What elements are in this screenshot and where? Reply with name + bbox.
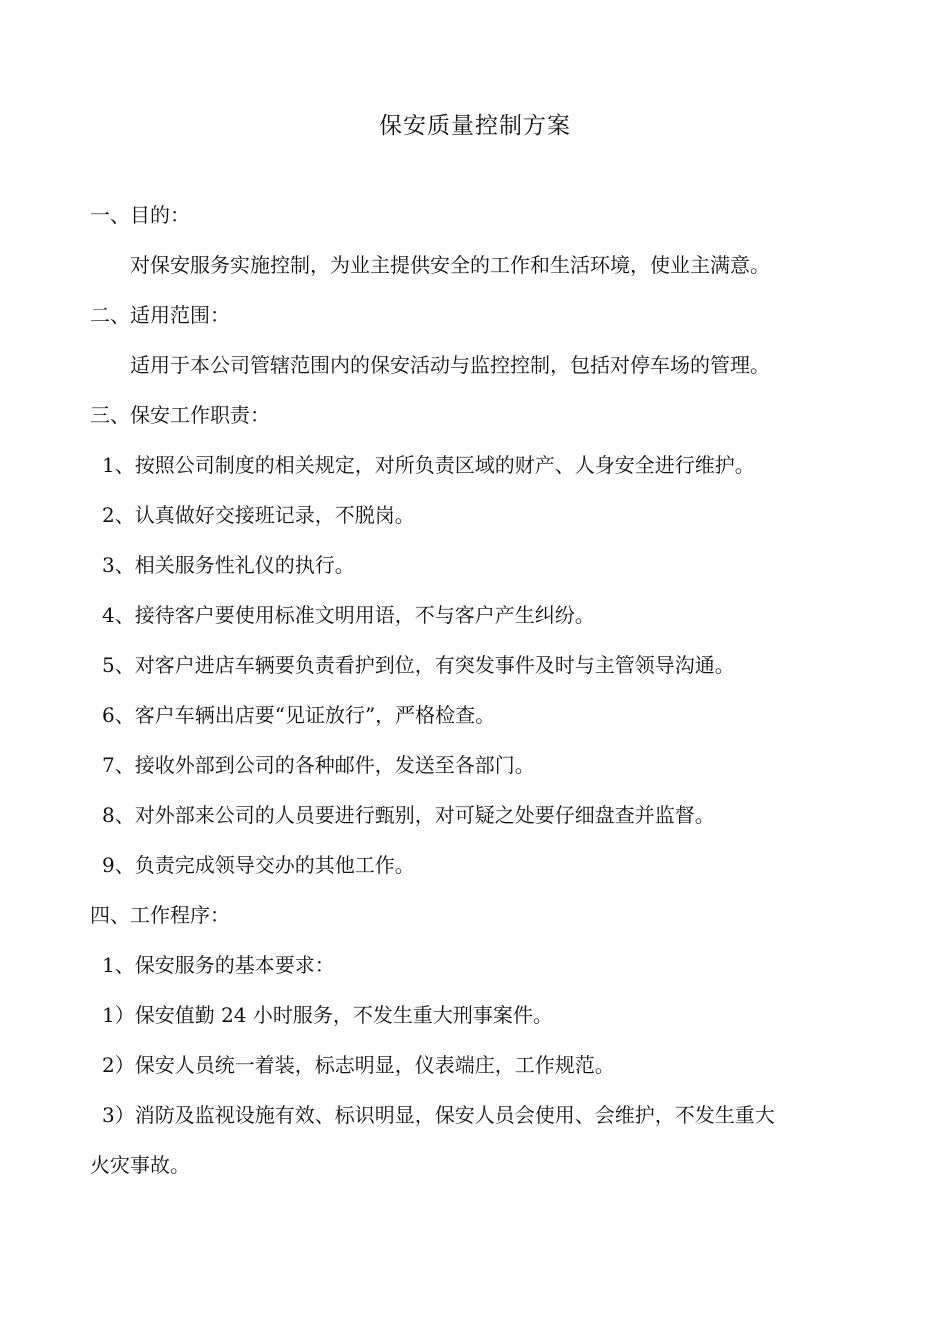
paragraph-purpose: 对保安服务实施控制，为业主提供安全的工作和生活环境，使业主满意。 <box>130 253 770 277</box>
duty-item: 1、按照公司制度的相关规定，对所负责区域的财产、人身安全进行维护。 <box>102 453 755 477</box>
duty-item: 2、认真做好交接班记录，不脱岗。 <box>102 503 415 527</box>
duty-item: 5、对客户进店车辆要负责看护到位，有突发事件及时与主管领导沟通。 <box>102 653 735 677</box>
duty-item: 9、负责完成领导交办的其他工作。 <box>102 853 415 877</box>
section-heading-procedure: 四、工作程序： <box>90 903 230 927</box>
procedure-point: 3）消防及监视设施有效、标识明显，保安人员会使用、会维护，不发生重大 <box>102 1103 775 1127</box>
section-heading-purpose: 一、目的： <box>90 203 190 227</box>
duty-item: 3、相关服务性礼仪的执行。 <box>102 553 355 577</box>
document-title: 保安质量控制方案 <box>379 113 571 139</box>
section-heading-scope: 二、适用范围： <box>90 303 230 327</box>
duty-item: 8、对外部来公司的人员要进行甄别，对可疑之处要仔细盘查并监督。 <box>102 803 715 827</box>
procedure-point-continuation: 火灾事故。 <box>90 1153 190 1177</box>
section-heading-duties: 三、保安工作职责： <box>90 403 270 427</box>
procedure-subheading: 1、保安服务的基本要求： <box>102 953 335 977</box>
procedure-point: 2）保安人员统一着装，标志明显，仪表端庄，工作规范。 <box>102 1053 615 1077</box>
duty-item: 4、接待客户要使用标准文明用语，不与客户产生纠纷。 <box>102 603 595 627</box>
paragraph-scope: 适用于本公司管辖范围内的保安活动与监控控制，包括对停车场的管理。 <box>130 353 770 377</box>
procedure-point: 1）保安值勤 24 小时服务，不发生重大刑事案件。 <box>102 1003 553 1027</box>
duty-item: 7、接收外部到公司的各种邮件，发送至各部门。 <box>102 753 535 777</box>
duty-item: 6、客户车辆出店要“见证放行”，严格检查。 <box>102 703 496 727</box>
